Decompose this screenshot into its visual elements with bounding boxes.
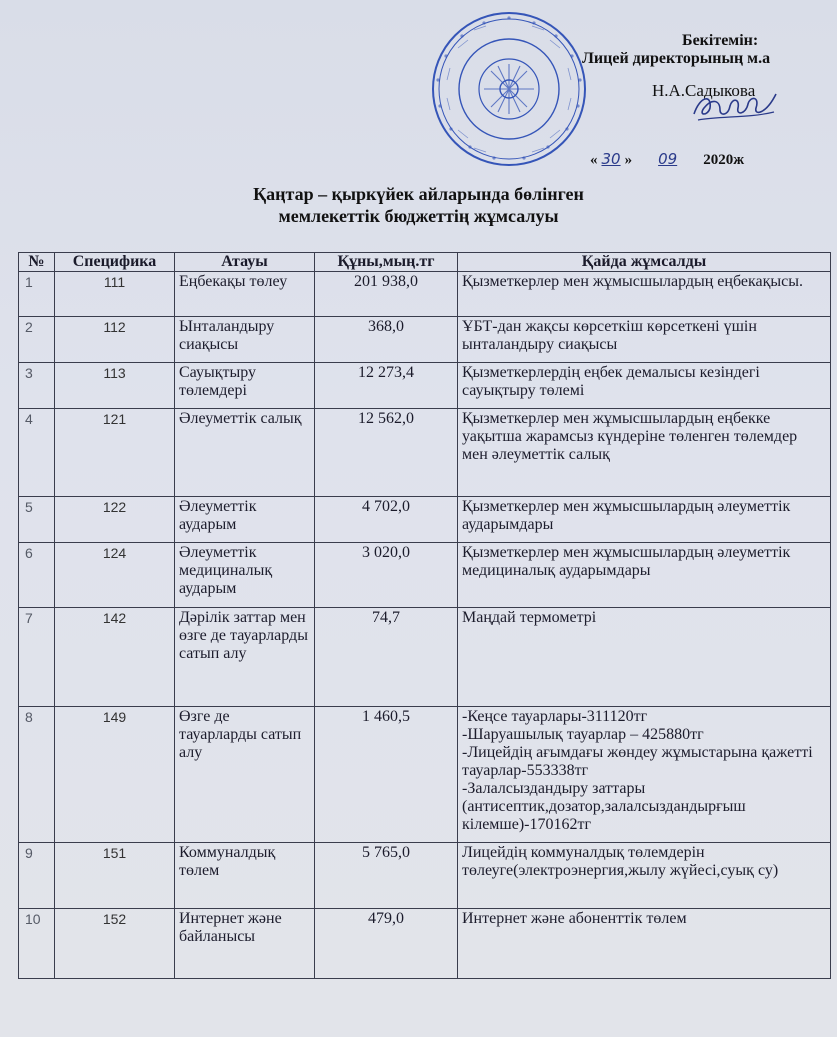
row-number: 7 (19, 608, 55, 707)
row-where (458, 707, 831, 843)
row-where (458, 543, 831, 608)
header-number: № (19, 253, 55, 272)
signature-icon (690, 86, 780, 126)
title-line-2: мемлекеттік бюджеттің жұмсалуы (278, 206, 559, 226)
where-line: Қызметкерлердің еңбек демалысы кезіндегі сауықтыру төлемі (462, 364, 760, 399)
row-where (458, 608, 831, 707)
row-name: Еңбекақы төлеу (175, 272, 315, 317)
approval-date (590, 148, 744, 171)
row-spec: 124 (55, 543, 175, 608)
row-spec: 121 (55, 409, 175, 497)
row-amount: 4 702,0 (315, 497, 458, 543)
row-amount: 201 938,0 (315, 272, 458, 317)
date-month: 09 (658, 150, 678, 168)
row-where (458, 317, 831, 363)
row-spec: 149 (55, 707, 175, 843)
row-number: 3 (19, 363, 55, 409)
row-amount: 3 020,0 (315, 543, 458, 608)
where-line: -Залалсыздандыру заттары (антисептик,дозатор,залалсыздандырғыш кілемше)-170162тг (462, 780, 746, 833)
table-row (19, 317, 831, 363)
table-row (19, 497, 831, 543)
table-row (19, 707, 831, 843)
row-amount: 12 562,0 (315, 409, 458, 497)
date-open-quote: « (590, 152, 598, 168)
header-where: Қайда жұмсалды (458, 253, 831, 272)
state-seal-icon (428, 8, 590, 170)
document-title (0, 183, 837, 227)
approval-position: Лицей директорының м.а (582, 50, 771, 67)
budget-table (18, 252, 831, 979)
row-number: 4 (19, 409, 55, 497)
row-name: Ынталандыру сиақысы (175, 317, 315, 363)
row-where (458, 497, 831, 543)
row-number: 8 (19, 707, 55, 843)
table-row (19, 272, 831, 317)
where-line: -Кеңсе тауарлары-311120тг (462, 708, 648, 725)
table-row (19, 608, 831, 707)
row-spec: 152 (55, 909, 175, 979)
row-name: Өзге де тауарларды сатып алу (175, 707, 315, 843)
table-row (19, 409, 831, 497)
where-line: -Шаруашылық тауарлар – 425880тг (462, 726, 704, 743)
where-line: Маңдай термометрі (462, 609, 597, 626)
row-amount: 12 273,4 (315, 363, 458, 409)
row-name: Әлеуметтік медициналық аударым (175, 543, 315, 608)
row-spec: 142 (55, 608, 175, 707)
date-close-quote: » (624, 152, 633, 168)
where-line: ҰБТ-дан жақсы көрсеткіш көрсеткені үшін ынталандыру сиақысы (462, 318, 757, 353)
row-number: 2 (19, 317, 55, 363)
where-line: -Лицейдің ағымдағы жөндеу жұмыстарына қажетті тауарлар-553338тг (462, 744, 813, 779)
row-amount: 479,0 (315, 909, 458, 979)
row-where (458, 363, 831, 409)
where-line: Қызметкерлер мен жұмысшылардың әлеуметтік медициналық аударымдары (462, 544, 791, 579)
row-number: 1 (19, 272, 55, 317)
row-amount: 368,0 (315, 317, 458, 363)
row-where (458, 409, 831, 497)
row-name: Әлеуметтік аударым (175, 497, 315, 543)
row-where (458, 272, 831, 317)
row-spec: 122 (55, 497, 175, 543)
row-spec: 113 (55, 363, 175, 409)
where-line: Қызметкерлер мен жұмысшылардың еңбекке уақытша жарамсыз күндеріне төленген төлемдер мен әлеуметтік салық (462, 410, 798, 463)
approval-name: Н.А.Садыкова (652, 81, 756, 100)
row-name: Әлеуметтік салық (175, 409, 315, 497)
row-name: Интернет және байланысы (175, 909, 315, 979)
row-spec: 151 (55, 843, 175, 909)
row-number: 5 (19, 497, 55, 543)
row-name: Сауықтыру төлемдері (175, 363, 315, 409)
header-spec: Специфика (55, 253, 175, 272)
where-line: Лицейдің коммуналдық төлемдерін төлеуге(электроэнергия,жылу жүйесі,суық су) (462, 844, 779, 879)
table-row (19, 909, 831, 979)
header-name: Атауы (175, 253, 315, 272)
table-header-row (19, 253, 831, 272)
row-amount: 5 765,0 (315, 843, 458, 909)
row-number: 9 (19, 843, 55, 909)
header-amount: Құны,мың.тг (315, 253, 458, 272)
row-number: 10 (19, 909, 55, 979)
title-line-1: Қаңтар – қыркүйек айларында бөлінген (253, 184, 584, 204)
approval-heading: Бекітемін: (682, 32, 759, 49)
date-year: 2020ж (703, 152, 745, 168)
table-row (19, 843, 831, 909)
row-amount: 74,7 (315, 608, 458, 707)
date-day: 30 (601, 150, 621, 168)
row-amount: 1 460,5 (315, 707, 458, 843)
row-name: Дәрілік заттар мен өзге де тауарларды сатып алу (175, 608, 315, 707)
row-spec: 111 (55, 272, 175, 317)
table-row (19, 363, 831, 409)
row-number: 6 (19, 543, 55, 608)
where-line: Интернет және абоненттік төлем (462, 910, 687, 927)
row-where (458, 909, 831, 979)
row-where (458, 843, 831, 909)
row-spec: 112 (55, 317, 175, 363)
table-row (19, 543, 831, 608)
where-line: Қызметкерлер мен жұмысшылардың еңбекақысы. (462, 273, 804, 290)
row-name: Коммуналдық төлем (175, 843, 315, 909)
where-line: Қызметкерлер мен жұмысшылардың әлеуметтік аударымдары (462, 498, 791, 533)
